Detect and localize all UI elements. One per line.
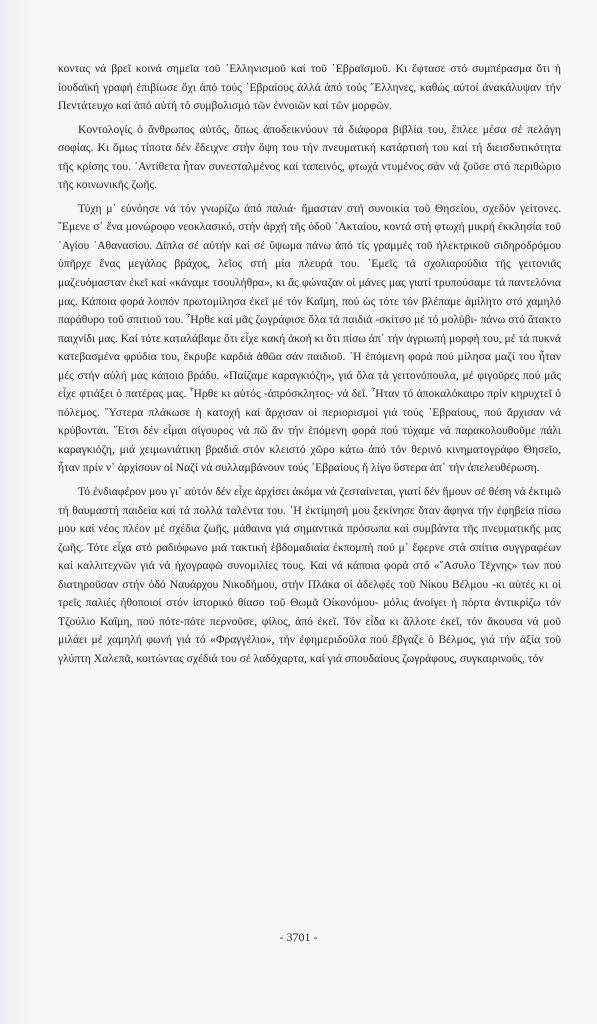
paragraph-3: Τύχη μ᾿ εὐνόησε νά τόν γνωρίζω ἀπό παλιά· ἤμασταν στή συνοικία τοῦ Θησείου, σχεδόν γείτονες. ῎Εμενε σ᾿ ἕνα μονώροφο νεοκλασικό, στήν ἀρχή τῆς ὁδοῦ ᾿Ακταίου, κοντά στή φτωχή μικρή ἐκκλησία τοῦ ῾Αγίου ᾿Αθανασίου. Δίπλα σέ αὐτήν καί σέ ὕψωμα πάνω ἀπό τίς γραμμές τοῦ ἠλεκτρικοῦ σιδηροδρόμου ὑπῆρχε ἕνας μεγάλος βράχος, λεῖος στή μία πλευρά του. ᾿Εμεῖς τά σχολιαρούδια τῆς γειτονιᾶς μαζευόμασταν ἐκεῖ καί «κάναμε τσουλήθρα», κι ἄς φώναζαν οἱ μάνες μας γιατί τρυπούσαμε τά παντελόνια μας. Κάποια φορά λοιπόν πρωτομίλησα ἐκεῖ μέ τόν Καΐμη, πού ὡς τότε τόν βλέπαμε ἀμίλητο στό χαμηλό παράθυρο τοῦ σπιτιοῦ του. ῏Ηρθε καί μᾶς ζωγράφισε ὅλα τά παιδιά -σκίτσο μέ τό μολύβι- πάνω στό ἄτακτο παιχνίδι μας. Καί τότε καταλάβαμε ὅτι εἶχε κακή ἀκοή κι ὅτι πίσω ἀπ᾿ τήν ἀγριωπή μορφή του, μέ τά πυκνά κατεβασμένα φρύδια του, ἔκρυβε καρδιά ἀθῶα σάν παιδιοῦ. ῾Η ἑπόμενη φορά πού μίλησα μαζί του ἦταν μές στήν αὐλή μας κάποιο βράδυ. «Παίζαμε καραγκιόζη», γιά ὅλα τά γειτονόπουλα, μέ φιγοῦρες πού μᾶς εἶχε φτιάξει ὁ πατέρας μας. ῏Ηρθε κι αὐτός -ἀπρόσκλητος- νά δεῖ. ῏Ηταν τό ἀποκαλόκαιρο πρίν κηρυχτεῖ ὁ πόλεμος. ῞Υστερα πλάκωσε ἡ κατοχή καί ἄρχισαν οἱ περιορισμοί γιά τούς ῾Εβραίους, πού ἄρχισαν νά κρύβονται. ῎Ετσι δέν εἶμαι σίγουρος νά πῶ ἄν τήν ἑπόμενη φορά πού τύχαμε νά παρακολουθοῦμε πάλι καραγκιόζη, μιά χειμωνιάτικη βραδιά στόν κλειστό χῶρο κάτω ἀπό τόν θερινό κινηματογράφο Θησεῖο, ἦταν πρίν ν᾿ ἀρχίσουν οἱ Ναζί νά συλλαμβάνουν τούς ῾Εβραίους ἤ λίγο ὕστερα ἀπ᾿ τήν ἀπελευθέρωση. <box>58 201 561 475</box>
paragraph-2: Κοντολογίς ὁ ἄνθρωπος αὐτός, ὅπως ἀποδεικνύουν τά διάφορα βιβλία του, ἔπλεε μέσα σέ πελάγη σοφίας. Κι ὅμως τίποτα δέν ἔδειχνε στήν ὄψη του τήν πνευματική κατάρτισή του καί τή διεισδυτικότητα τῆς κρίσης του. ᾿Αντίθετα ἦταν συνεσταλμένος καί ταπεινός, φτωχά ντυμένος σάν νά ζοῦσε στό περιθώριο τῆς κοινωνικῆς ζωῆς. <box>58 122 561 192</box>
paragraph-1: κοντας νά βρεῖ κοινά σημεῖα τοῦ ῾Ελληνισμοῦ καί τοῦ ῾Εβραϊσμοῦ. Κι ἔφτασε στό συμπέρασμα ὅτι ἡ ἰουδαϊκή γραφή ἐπιβίωσε ὄχι ἀπό τούς ῾Εβραίους ἀλλά ἀπό τούς ῞Ελληνες, καθώς αὐτοί ἀνακάλυψαν τήν Πεντάτευχο καί ἀπό αὐτή τό συμβολισμό τῶν ἐννοιῶν καί τῶν μορφῶν. <box>58 62 561 113</box>
page-number: - 3701 - <box>279 930 318 944</box>
paragraph-4: Τό ἐνδιαφέρον μου γι᾿ αὐτόν δέν εἶχε ἀρχίσει ἀκόμα νά ζεσταίνεται, γιατί δέν ἤμουν σέ θέση νά ἐκτιμῶ τή θαυμαστή παιδεία καί τά πολλά ταλέντα του. ῾Η ἐκτίμησή μου ξεκίνησε ὅταν ἄφηνα τήν ἐφηβεία πίσω μου καί νέος πλέον μέ σχέδια ζωῆς, μάθαινα γιά σημαντικά πρόσωπα καί συμβάντα τῆς πνευματικῆς μας ζωῆς. Τότε εἶχα στό ραδιόφωνο μιά τακτική ἑβδομαδιαία ἐκπομπή πού μ᾿ ἔφερνε στά σπίτια συγγραφέων καί καλλιτεχνῶν γιά νά ἠχογραφῶ συνομιλίες τους. Καί νά κάποια φορά στό «῎Ασυλο Τέχνης» των πού διατηροῦσαν στήν ὁδό Ναυάρχου Νικοδήμου, στήν Πλάκα οἱ ἀδελφές τοῦ Νίκου Βέλμου -κι αὐτές κι οἱ τρεῖς παλιές ἠθοποιοί στόν ἱστορικό θίασο τοῦ Θωμᾶ Οἰκονόμου- μόλις ἀνοίγει ἡ πόρτα ἀντικρίζω τόν Τζούλιο Καΐμη, πού πότε-πότε περνοῦσε, φίλος, ἀπό ἐκεῖ. Τόν εἶδα κι ἄλλοτε ἐκεῖ, τόν ἄκουσα νά μοῦ μιλάει μέ χαμηλή φωνή γιά τό «Φραγγέλιο», τήν ἐφημεριδοῦλα πού ἔβγαζε ὁ Βέλμος, γιά τήν ἀξία τοῦ γλύπτη Χαλεπᾶ, κοιτώντας σχέδιά του σέ λαδόχαρτα, καί γιά σπουδαίους ζωγράφους, συγκαιρινούς, τόν <box>58 485 561 665</box>
body-text <box>58 60 561 674</box>
